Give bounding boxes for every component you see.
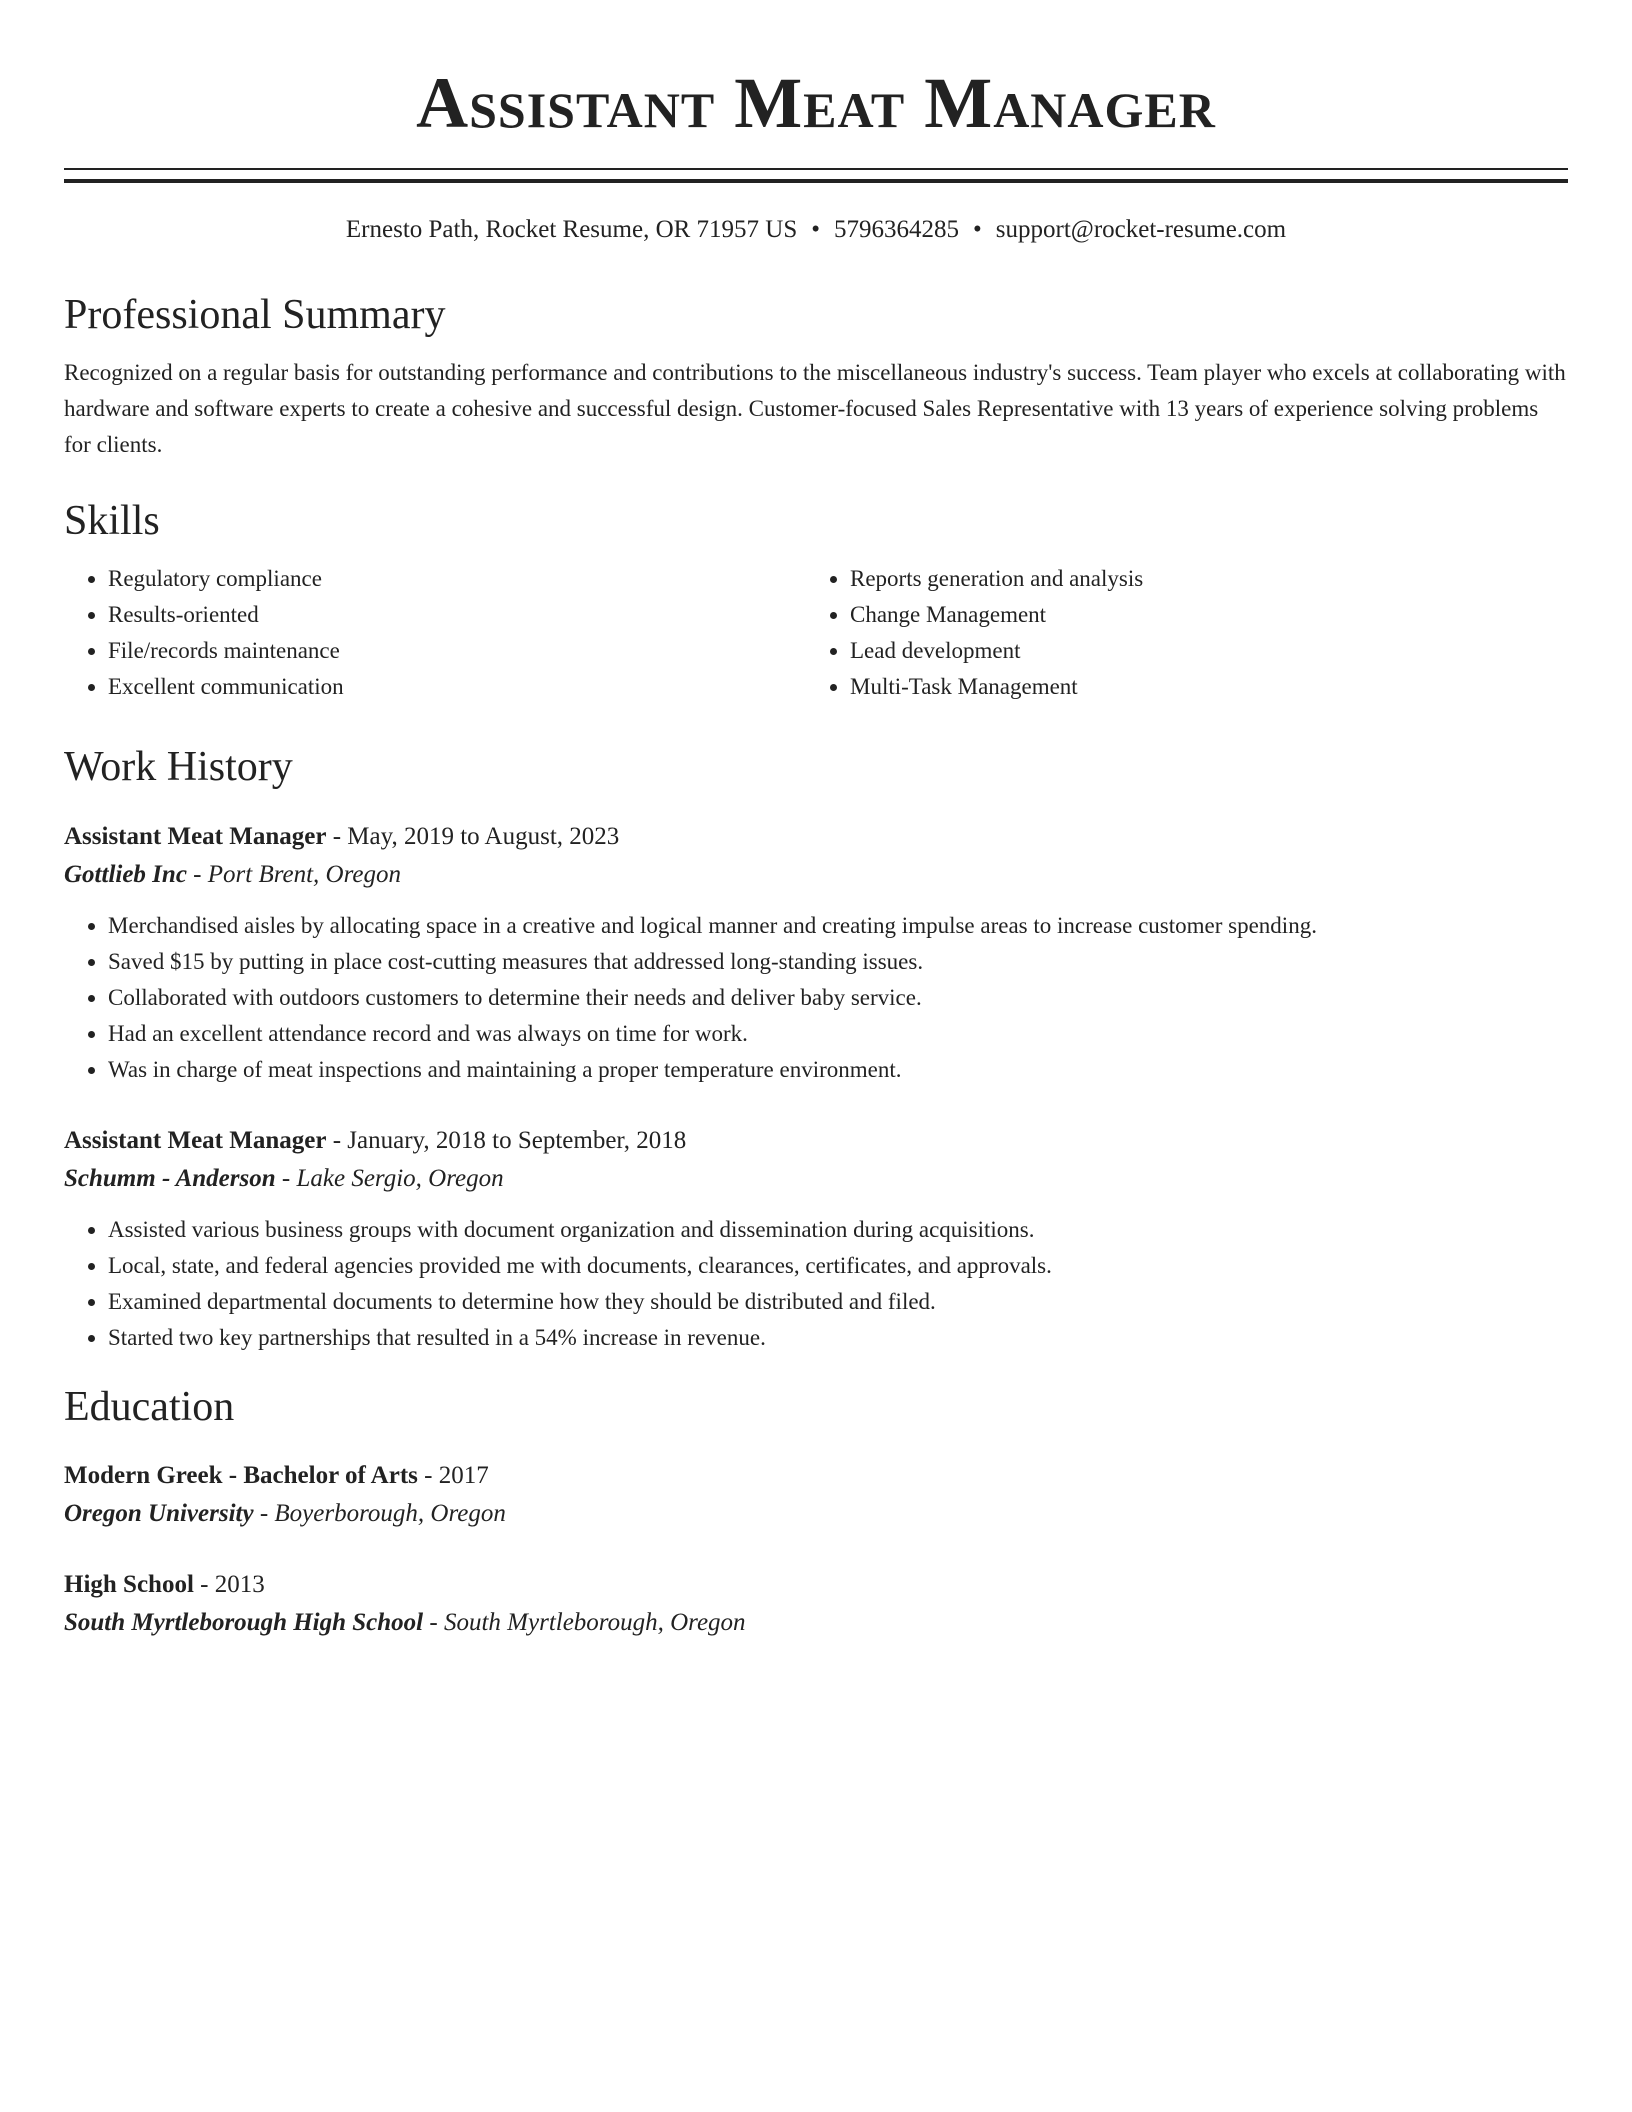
job-bullet: • Saved $15 by putting in place cost-cutting measures that addressed long-standing issues. [108,944,1568,980]
skill-item: • Regulatory compliance [108,561,806,597]
resume-page [64,0,1568,1636]
skills-list-right [806,561,1548,705]
education-entry [64,1457,1568,1533]
education-school: Oregon University [64,1500,254,1527]
summary-section [64,287,1568,463]
job-title: Assistant Meat Manager [64,823,327,850]
job-bullet: • Started two key partnerships that resulted in a 54% increase in revenue. [108,1320,1568,1356]
job-entry [64,1122,1568,1356]
job-dates: May, 2019 to August, 2023 [347,823,620,850]
job-employer: Schumm - Anderson - Lake Sergio, Oregon [64,1165,504,1192]
contact-separator: • [811,216,821,243]
job-header: Assistant Meat Manager - January, 2018 to September, 2018 [64,1127,687,1154]
summary-text: Recognized on a regular basis for outstanding performance and contributions to the miscellaneous industry's success. Team player who excels at collaborating with hardware and software experts to create a cohesive and successful design. Customer-focused Sales Representative with 13 years of experience solving problems for clients. [64,360,1566,457]
contact-address: Ernesto Path, Rocket Resume, OR 71957 US [345,216,798,243]
skills-list-left [64,561,806,705]
education-school-line: Oregon University - Boyerborough, Oregon [64,1500,506,1527]
education-entry [64,1566,1568,1642]
skill-item: • Multi-Task Management [850,669,1548,705]
job-bullet: • Collaborated with outdoors customers to determine their needs and deliver baby service. [108,980,1568,1016]
job-location: Lake Sergio, Oregon [296,1165,504,1192]
education-school: South Myrtleborough High School [64,1609,424,1636]
education-degree: Modern Greek - Bachelor of Arts [64,1462,418,1489]
education-school-line: South Myrtleborough High School - South Myrtleborough, Oregon [64,1609,746,1636]
education-location: Boyerborough, Oregon [274,1500,506,1527]
resume-title: Assistant Meat Manager [416,63,1216,143]
skill-item: • Excellent communication [108,669,806,705]
job-company: Gottlieb Inc [64,861,187,888]
title-divider [64,168,1568,183]
job-company: Schumm - Anderson [64,1165,276,1192]
job-location: Port Brent, Oregon [207,861,402,888]
skill-item: • Reports generation and analysis [850,561,1548,597]
job-title: Assistant Meat Manager [64,1127,327,1154]
job-bullet: • Was in charge of meat inspections and maintaining a proper temperature environment. [108,1052,1568,1088]
work-heading: Work History [64,744,293,790]
job-bullet: • Assisted various business groups with document organization and dissemination during acquisitions. [108,1212,1568,1248]
job-header: Assistant Meat Manager - May, 2019 to August, 2023 [64,823,620,850]
job-bullet: • Had an excellent attendance record and was always on time for work. [108,1016,1568,1052]
education-degree: High School [64,1571,194,1598]
education-year: 2013 [214,1571,265,1598]
skill-item: • Change Management [850,597,1548,633]
education-section [64,1379,1568,1435]
job-entry [64,818,1568,1088]
skill-item: • Results-oriented [108,597,806,633]
job-employer: Gottlieb Inc - Port Brent, Oregon [64,861,402,888]
skill-item: • File/records maintenance [108,633,806,669]
job-dates: January, 2018 to September, 2018 [347,1127,687,1154]
job-bullets [64,1212,1568,1356]
education-location: South Myrtleborough, Oregon [443,1609,746,1636]
job-bullet: • Merchandised aisles by allocating space in a creative and logical manner and creating impulse areas to increase customer spending. [108,908,1568,944]
education-header: Modern Greek - Bachelor of Arts - 2017 [64,1462,489,1489]
education-heading: Education [64,1384,235,1430]
education-header: High School - 2013 [64,1571,265,1598]
contact-email: support@rocket-resume.com [995,216,1287,243]
work-section [64,739,1568,795]
contact-phone: 5796364285 [834,216,960,243]
skill-item: • Lead development [850,633,1548,669]
skills-columns [64,561,1568,705]
job-bullet: • Local, state, and federal agencies provided me with documents, clearances, certificates, and approvals. [108,1248,1568,1284]
job-bullets [64,908,1568,1088]
education-year: 2017 [438,1462,489,1489]
contact-line [64,213,1568,247]
summary-heading: Professional Summary [64,292,446,338]
skills-heading: Skills [64,498,160,544]
skills-section [64,493,1568,705]
contact-separator: • [973,216,982,243]
job-bullet: • Examined departmental documents to determine how they should be distributed and filed. [108,1284,1568,1320]
